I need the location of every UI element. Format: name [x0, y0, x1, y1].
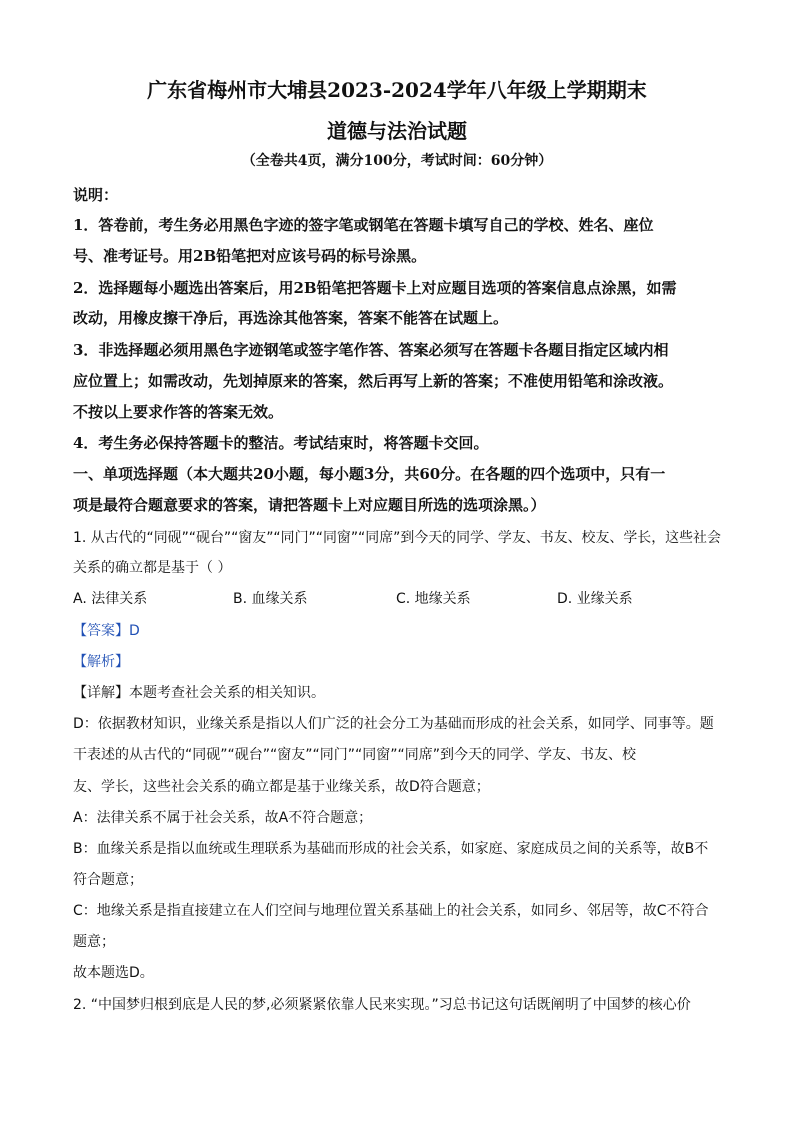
analysis-line: 故本题选D。	[73, 965, 154, 981]
option-c: C. 地缘关系	[396, 591, 471, 607]
analysis-line: 题意；	[73, 934, 115, 950]
question-2-stem: 2. “中国梦归根到底是人民的梦,必须紧紧依靠人民来实现。”习总书记这句话既阐明了中国梦的核心价	[73, 997, 691, 1013]
instruction-line: 4．考生务必保持答题卡的整洁。考试结束时，将答题卡交回。	[73, 434, 489, 452]
analysis-line: A：法律关系不属于社会关系，故A不符合题意；	[73, 810, 373, 826]
analysis-line: C：地缘关系是指直接建立在人们空间与地理位置关系基础上的社会关系，如同乡、邻居等，故C不符合	[73, 903, 709, 919]
instruction-line: 改动，用橡皮擦干净后，再选涂其他答案，答案不能答在试题上。	[73, 309, 509, 327]
analysis-label: 【解析】	[73, 654, 129, 670]
section-heading: 项是最符合题意要求的答案，请把答题卡上对应题目所选的选项涂黑。）	[73, 496, 546, 514]
instructions-heading: 说明：	[73, 186, 119, 204]
answer-label: 【答案】D	[73, 623, 140, 639]
exam-title: 广东省梅州市大埔县2023-2024学年八年级上学期期末	[147, 78, 647, 102]
instruction-line: 号、准考证号。用2B铅笔把对应该号码的标号涂黑。	[73, 247, 427, 265]
analysis-line: 友、学长，这些社会关系的确立都是基于业缘关系，故D符合题意；	[73, 779, 490, 795]
instruction-line: 应位置上；如需改动，先划掉原来的答案，然后再写上新的答案；不准使用铅笔和涂改液。	[73, 372, 674, 390]
analysis-line: 干表述的从古代的“同砚”“砚台”“窗友”“同门”“同窗”“同席”到今天的同学、学友、书友、校	[73, 747, 637, 763]
exam-subject-title: 道德与法治试题	[327, 119, 467, 143]
instruction-line: 1．答卷前，考生务必用黑色字迹的签字笔或钢笔在答题卡填写自己的学校、姓名、座位	[73, 216, 654, 234]
analysis-line: 【详解】本题考查社会关系的相关知识。	[73, 685, 325, 701]
question-1-stem: 关系的确立都是基于（ ）	[73, 560, 232, 576]
option-a: A. 法律关系	[73, 591, 148, 607]
instruction-line: 不按以上要求作答的答案无效。	[73, 403, 284, 421]
option-b: B. 血缘关系	[233, 591, 308, 607]
option-d: D. 业缘关系	[557, 591, 633, 607]
analysis-line: D：依据教材知识，业缘关系是指以人们广泛的社会分工为基础而形成的社会关系，如同学、同事等。题	[73, 716, 714, 732]
instruction-line: 3．非选择题必须用黑色字迹钢笔或签字笔作答、答案必须写在答题卡各题目指定区域内相	[73, 341, 669, 359]
analysis-line: 符合题意；	[73, 872, 143, 888]
instruction-line: 2．选择题每小题选出答案后，用2B铅笔把答题卡上对应题目选项的答案信息点涂黑，如需	[73, 279, 677, 297]
analysis-line: B：血缘关系是指以血统或生理联系为基础而形成的社会关系，如家庭、家庭成员之间的关系等，故B不	[73, 841, 709, 857]
section-heading: 一、单项选择题（本大题共20小题，每小题3分，共60分。在各题的四个选项中，只有一	[73, 465, 666, 483]
exam-info: （全卷共4页，满分100分，考试时间：60分钟）	[241, 153, 553, 169]
question-1-stem: 1. 从古代的“同砚”“砚台”“窗友”“同门”“同窗”“同席”到今天的同学、学友、书友、校友、学长，这些社会	[73, 530, 721, 546]
